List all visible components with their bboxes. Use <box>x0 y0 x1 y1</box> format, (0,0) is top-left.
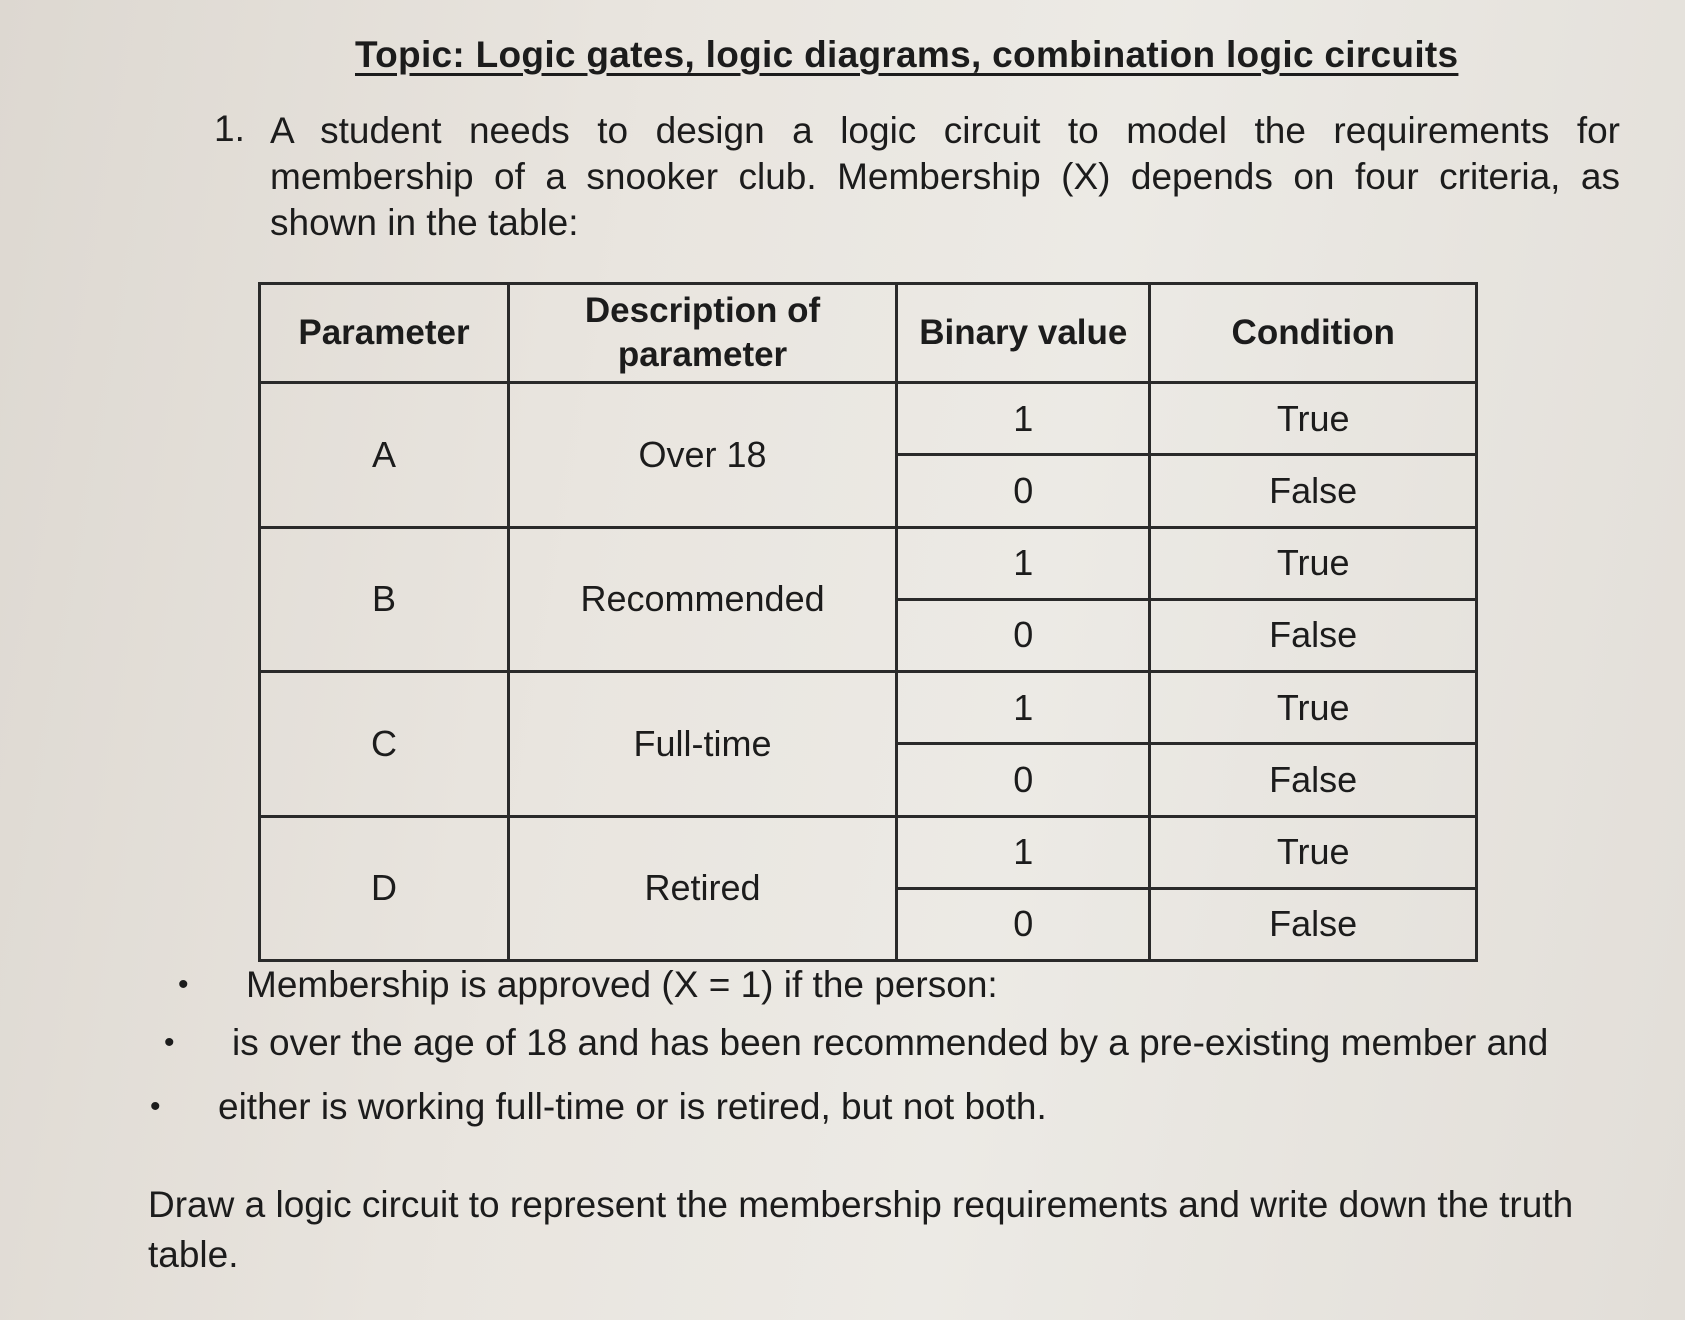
parameter-cell: C <box>260 672 509 817</box>
binary-cell: 1 <box>897 383 1150 455</box>
bullet-icon: • <box>164 1026 175 1059</box>
table-header-row <box>260 284 1477 383</box>
table-row <box>260 816 1477 888</box>
binary-cell: 0 <box>897 599 1150 671</box>
parameter-cell: A <box>260 383 509 528</box>
list-item-text: Membership is approved (X = 1) if the person: <box>246 964 998 1005</box>
condition-cell: True <box>1150 816 1477 888</box>
binary-cell: 1 <box>897 672 1150 744</box>
condition-cell: False <box>1150 888 1477 960</box>
list-item <box>150 1082 1650 1132</box>
condition-cell: False <box>1150 744 1477 816</box>
table-row <box>260 383 1477 455</box>
question-text: A student needs to design a logic circuit to model the requirements for membership of a snooker club. Membership (X) depends on four criteria, as shown in the table: <box>270 110 1620 243</box>
list-item-text: either is working full-time or is retired, but not both. <box>218 1086 1047 1127</box>
page-title: Topic: Logic gates, logic diagrams, combination logic circuits <box>355 34 1459 75</box>
header-parameter: Parameter <box>260 284 509 383</box>
instruction-text: Draw a logic circuit to represent the membership requirements and write down the truth table. <box>148 1184 1574 1275</box>
list-item <box>178 960 1650 1010</box>
header-condition: Condition <box>1150 284 1477 383</box>
membership-conditions-list <box>150 960 1650 1132</box>
binary-cell: 0 <box>897 888 1150 960</box>
binary-cell: 0 <box>897 744 1150 816</box>
binary-cell: 1 <box>897 527 1150 599</box>
binary-cell: 0 <box>897 455 1150 527</box>
condition-cell: True <box>1150 527 1477 599</box>
bullet-icon: • <box>150 1090 161 1123</box>
list-item-text: is over the age of 18 and has been recommended by a pre-existing member and <box>232 1022 1549 1063</box>
description-cell: Over 18 <box>508 383 896 528</box>
table-row <box>260 527 1477 599</box>
condition-cell: True <box>1150 672 1477 744</box>
description-cell: Retired <box>508 816 896 961</box>
bullet-icon: • <box>178 968 189 1001</box>
condition-cell: False <box>1150 599 1477 671</box>
description-cell: Recommended <box>508 527 896 672</box>
header-description: Description of parameter <box>508 284 896 383</box>
list-item <box>164 1018 1650 1068</box>
question-number: 1. <box>214 108 245 149</box>
criteria-table <box>258 282 1478 962</box>
condition-cell: True <box>1150 383 1477 455</box>
description-cell: Full-time <box>508 672 896 817</box>
parameter-cell: B <box>260 527 509 672</box>
condition-cell: False <box>1150 455 1477 527</box>
parameter-cell: D <box>260 816 509 961</box>
binary-cell: 1 <box>897 816 1150 888</box>
table-row <box>260 672 1477 744</box>
header-binary-value: Binary value <box>897 284 1150 383</box>
